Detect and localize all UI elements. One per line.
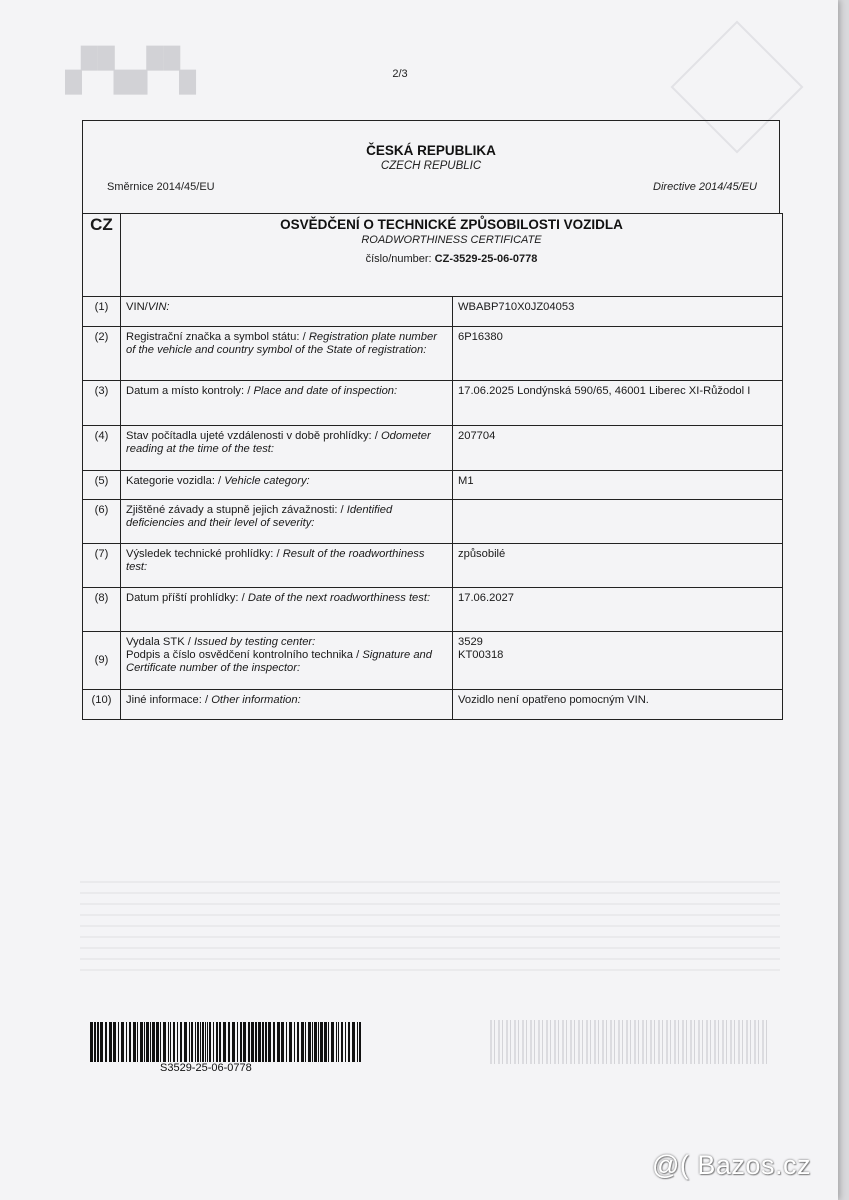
- row-value: M1: [453, 471, 783, 500]
- barcode-bar: [177, 1022, 178, 1062]
- barcode-bar: [133, 1022, 136, 1062]
- barcode-bar: [265, 1022, 267, 1062]
- barcode-bar: [216, 1022, 218, 1062]
- page-number: 2/3: [392, 68, 408, 80]
- barcode-bar: [289, 1022, 292, 1062]
- barcode-bar: [273, 1022, 275, 1062]
- barcode-bar: [228, 1022, 230, 1062]
- row-label-cz: Registrační značka a symbol státu: /: [126, 331, 309, 343]
- certificate-title-en: ROADWORTHINESS CERTIFICATE: [361, 234, 542, 246]
- row-label: [121, 588, 453, 632]
- barcode-bar: [281, 1022, 284, 1062]
- barcode-bar: [109, 1022, 112, 1062]
- row-value: [453, 500, 783, 544]
- row-label: [121, 500, 453, 544]
- row-label-en: Date of the next roadworthiness test:: [247, 592, 431, 604]
- row-label: [121, 690, 453, 720]
- barcode-bar: [331, 1022, 334, 1062]
- certificate-title-cz: OSVĚDČENÍ O TECHNICKÉ ZPŮSOBILOSTI VOZIDLA: [280, 217, 623, 232]
- row-label-cz: Stav počítadla ujeté vzdálenosti v době prohlídky: /: [126, 430, 381, 442]
- barcode-bar: [297, 1022, 299, 1062]
- row-value: Vozidlo není opatřeno pomocným VIN.: [453, 690, 783, 720]
- table-row: [83, 632, 783, 690]
- table-row: [83, 471, 783, 500]
- barcode-bar: [248, 1022, 250, 1062]
- row-label-cz: Datum příští prohlídky: /: [126, 592, 248, 604]
- row-label: [121, 544, 453, 588]
- barcode-bar: [255, 1022, 257, 1062]
- barcode-bar: [277, 1022, 280, 1062]
- country-name-cz: ČESKÁ REPUBLIKA: [366, 143, 496, 158]
- barcode-bar: [144, 1022, 145, 1062]
- row-index: (10): [83, 690, 121, 720]
- testing-center-number: 3529: [458, 636, 483, 648]
- barcode-bar: [173, 1022, 175, 1062]
- barcode-bar: [240, 1022, 242, 1062]
- row-label: [121, 426, 453, 471]
- table-row: [83, 500, 783, 544]
- barcode-bar: [207, 1022, 208, 1062]
- row-label-cz: Kategorie vozidla: /: [126, 475, 225, 487]
- row-label: [121, 297, 453, 327]
- row-label: [121, 381, 453, 426]
- certificate-number: [126, 253, 777, 266]
- directive-en: Directive 2014/45/EU: [653, 181, 757, 193]
- barcode-bar: [294, 1022, 295, 1062]
- barcode-bar: [137, 1022, 138, 1062]
- table-row: [83, 297, 783, 327]
- barcode-bar: [90, 1022, 93, 1062]
- barcode-bar: [213, 1022, 214, 1062]
- barcode-bar: [258, 1022, 261, 1062]
- country-name-en: CZECH REPUBLIC: [380, 160, 482, 172]
- table-row: [83, 381, 783, 426]
- barcode-bar: [286, 1022, 287, 1062]
- row-label-cz: Výsledek technické prohlídky: /: [126, 548, 283, 560]
- barcode-bar: [312, 1022, 313, 1062]
- row-index: (9): [83, 632, 121, 690]
- table-row: [83, 690, 783, 720]
- row-index: (6): [83, 500, 121, 544]
- directive-cz: Směrnice 2014/45/EU: [107, 181, 215, 193]
- barcode-bar: [97, 1022, 99, 1062]
- barcode-bar: [314, 1022, 317, 1062]
- row-label-en: Vehicle category:: [224, 475, 310, 487]
- row-label-en: VIN:: [147, 301, 170, 313]
- row-index: (8): [83, 588, 121, 632]
- certificate-table: [82, 213, 783, 720]
- barcode-bar: [150, 1022, 151, 1062]
- barcode-text: S3529-25-06-0778: [160, 1062, 252, 1074]
- barcode-bar: [268, 1022, 271, 1062]
- barcode-bar: [113, 1022, 116, 1062]
- row-label-en: Result of the roadworthiness test:: [126, 548, 425, 573]
- barcode-bar: [197, 1022, 199, 1062]
- barcode-bar: [318, 1022, 319, 1062]
- barcode-bar: [152, 1022, 155, 1062]
- bleed-through-text: [80, 872, 780, 977]
- row-label: [121, 632, 453, 690]
- barcode-bar: [163, 1022, 166, 1062]
- barcode-bar: [160, 1022, 161, 1062]
- inspector-certificate-number: KT00318: [458, 649, 504, 661]
- row-label-en: Place and date of inspection:: [253, 385, 398, 397]
- row-index: (2): [83, 327, 121, 381]
- barcode-bar: [140, 1022, 143, 1062]
- barcode-bar: [202, 1022, 204, 1062]
- row-value: WBABP710X0JZ04053: [453, 297, 783, 327]
- barcode-bar: [223, 1022, 226, 1062]
- barcode-bar: [338, 1022, 339, 1062]
- certificate-title-row: [83, 214, 783, 297]
- country-code: CZ: [83, 214, 121, 297]
- bleed-through-logo: ▞▚▞▚: [66, 49, 198, 93]
- barcode-bar: [180, 1022, 182, 1062]
- barcode-bar: [262, 1022, 264, 1062]
- table-row: [83, 426, 783, 471]
- row-label: [121, 327, 453, 381]
- barcode-bar: [170, 1022, 171, 1062]
- certificate-title-cell: [121, 214, 783, 297]
- row-index: (3): [83, 381, 121, 426]
- barcode-bar: [168, 1022, 169, 1062]
- row-index: (1): [83, 297, 121, 327]
- row-label-cz: Datum a místo kontroly: /: [126, 385, 254, 397]
- row-value: 17.06.2027: [453, 588, 783, 632]
- barcode-bar: [121, 1022, 124, 1062]
- row-label-cz: Jiné informace: /: [126, 694, 212, 706]
- table-row: [83, 544, 783, 588]
- row-value: 6P16380: [453, 327, 783, 381]
- row-index: (7): [83, 544, 121, 588]
- barcode-bar: [357, 1022, 358, 1062]
- barcode-bar: [308, 1022, 311, 1062]
- barcode-bar: [205, 1022, 206, 1062]
- barcode-bar: [232, 1022, 235, 1062]
- row-label: [121, 471, 453, 500]
- table-row: [83, 327, 783, 381]
- barcode-bar: [251, 1022, 254, 1062]
- barcode-bar: [305, 1022, 306, 1062]
- row-label-cz: Podpis a číslo osvědčení kontrolního technika /: [126, 649, 363, 661]
- row-index: (5): [83, 471, 121, 500]
- barcode-bar: [100, 1022, 103, 1062]
- barcode-bar: [118, 1022, 119, 1062]
- row-label-cz: VIN/: [126, 301, 148, 313]
- row-value: 207704: [453, 426, 783, 471]
- barcode-bar: [189, 1022, 190, 1062]
- barcode-bar: [328, 1022, 329, 1062]
- barcode-bar: [243, 1022, 246, 1062]
- barcode-bar: [352, 1022, 355, 1062]
- barcode-bar: [146, 1022, 149, 1062]
- barcode: [90, 1022, 365, 1062]
- row-label-en: Other information:: [211, 694, 301, 706]
- barcode-bar: [301, 1022, 304, 1062]
- barcode-bar: [336, 1022, 337, 1062]
- barcode-bar: [359, 1022, 361, 1062]
- row-label-en: Signature and Certificate number of the inspector:: [126, 649, 432, 674]
- barcode-bar: [348, 1022, 350, 1062]
- row-value: 17.06.2025 Londýnská 590/65, 46001 Liberec XI-Růžodol I: [453, 381, 783, 426]
- barcode-bar: [195, 1022, 196, 1062]
- row-value: způsobilé: [453, 544, 783, 588]
- barcode-bar: [209, 1022, 211, 1062]
- barcode-bar: [191, 1022, 193, 1062]
- row-label-en: Odometer reading at the time of the test:: [126, 430, 431, 455]
- barcode-bar: [184, 1022, 187, 1062]
- barcode-bar: [345, 1022, 346, 1062]
- row-label-en: Identified deficiencies and their level of severity:: [126, 504, 393, 529]
- row-label-cz: Vydala STK /: [126, 636, 194, 648]
- barcode-bar: [219, 1022, 221, 1062]
- row-label-en: Issued by testing center:: [193, 636, 316, 648]
- barcode-bar: [94, 1022, 96, 1062]
- row-label-cz: Zjištěné závady a stupně jejich závažnosti: /: [126, 504, 347, 516]
- barcode-bar: [320, 1022, 323, 1062]
- watermark: @( Bazos.cz: [652, 1150, 811, 1180]
- barcode-bar: [237, 1022, 238, 1062]
- barcode-bar: [341, 1022, 343, 1062]
- bleed-through-barcode: [490, 1020, 770, 1064]
- barcode-bar: [129, 1022, 131, 1062]
- certificate-number-value: CZ-3529-25-06-0778: [434, 253, 538, 265]
- table-row: [83, 588, 783, 632]
- row-value: [453, 632, 783, 690]
- certificate-header: [82, 120, 780, 214]
- barcode-bar: [324, 1022, 327, 1062]
- certificate-number-label: číslo/number:: [365, 253, 432, 265]
- row-index: (4): [83, 426, 121, 471]
- barcode-bar: [156, 1022, 159, 1062]
- barcode-bar: [200, 1022, 201, 1062]
- barcode-bar: [105, 1022, 107, 1062]
- barcode-bar: [126, 1022, 127, 1062]
- row-label-en: Registration plate number of the vehicle and country symbol of the State of registration:: [126, 331, 437, 356]
